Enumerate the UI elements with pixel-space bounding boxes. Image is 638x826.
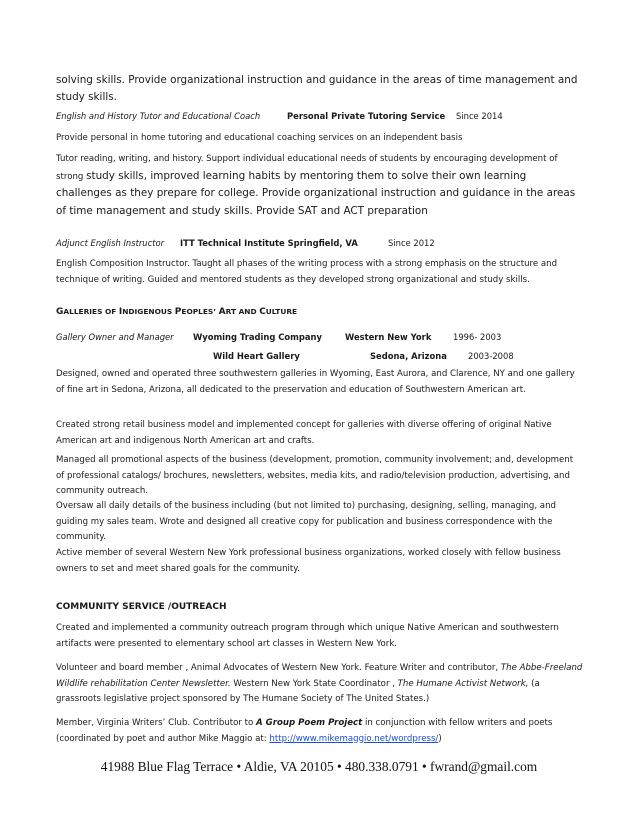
gallery-dates-2: 2003-2008	[468, 351, 514, 361]
contact-footer: 41988 Blue Flag Terrace • Aldie, VA 20105 • 480.338.0791 • fwrand@gmail.com	[100, 759, 538, 774]
community-para-2	[56, 661, 584, 708]
heading-small: ULTURE	[265, 307, 298, 316]
intro-line-1: solving skills. Provide organizational instruction and guidance in the areas of time management and	[56, 74, 578, 86]
adjunct-dates: Since 2012	[388, 238, 435, 248]
heading-cap: G	[56, 307, 64, 317]
heading-small: ALLERIES OF	[63, 307, 119, 316]
community-p2-newsletter: The Abbe-Freeland Wildlife rehabilitation Center Newsletter.	[56, 663, 583, 689]
gallery-company-2: Wild Heart Gallery	[213, 351, 300, 361]
gallery-role: Gallery Owner and Manager	[56, 332, 174, 342]
heading-cap: I	[118, 307, 123, 317]
community-p2-text-e: (a grassroots legislative project sponsored by The Humane Society of The United States.)	[56, 678, 540, 704]
community-p2-network: The Humane Activist Network,	[397, 678, 529, 689]
community-para-3	[56, 716, 584, 747]
community-para-1: Created and implemented a community outreach program through which unique Native American and southwestern artifacts were presented to elementary school art classes in Western New York.	[56, 623, 559, 649]
wordpress-link[interactable]: http://www.mikemaggio.net/wordpress/	[269, 733, 439, 744]
tutor-company: Personal Private Tutoring Service	[287, 111, 446, 121]
heading-cap: P	[174, 307, 182, 317]
community-p3-project: A Group Poem Project	[256, 718, 363, 728]
community-p3-text-d: )	[438, 733, 442, 744]
gallery-dates-1: 1996- 2003	[453, 332, 502, 342]
galleries-para-5: Active member of several Western New York professional business organizations, worked closely with fellow business owners to set and meet shared goals for the community.	[56, 548, 561, 574]
adjunct-desc: English Composition Instructor. Taught all phases of the writing process with a strong emphasis on the structure and technique of writing. Guided and mentored students as they developed strong organizational and study skills.	[56, 259, 558, 285]
galleries-para-4: Oversaw all daily details of the business including (but not limited to) purchasing, designing, selling, managing, and guiding my sales team. Wrote and designed all creative copy for publication and business correspondence with the community.	[56, 501, 556, 542]
tutor-desc-1: Provide personal in home tutoring and educational coaching services on an independent basis	[56, 133, 463, 143]
community-p3-text-c: in conjunction with fellow writers and poets (coordinated by poet and author Mike Maggio at:	[56, 718, 553, 744]
heading-cap: A	[218, 307, 226, 317]
gallery-location-2: Sedona, Arizona	[370, 351, 447, 361]
gallery-company-1: Wyoming Trading Company	[193, 332, 322, 342]
tutor-desc-2-small: Tutor reading, writing, and history. Support individual educational needs of students by encouraging development of strong	[56, 154, 558, 182]
community-heading: COMMUNITY SERVICE /OUTREACH	[56, 602, 227, 612]
community-p3-text-a: Member, Virginia Writers’ Club. Contributor to	[56, 718, 257, 728]
intro-text	[56, 72, 584, 106]
galleries-para-3: Managed all promotional aspects of the business (development, promotion, community involvement; and, development of professional catalogs/ brochures, newsletters, websites, media kits, and radio/television production, advertising, and community outreach.	[56, 455, 574, 496]
tutor-role: English and History Tutor and Educational Coach	[56, 111, 261, 121]
heading-small: NDIGENOUS	[122, 307, 175, 316]
galleries-heading	[56, 305, 297, 319]
intro-line-2: study skills.	[56, 91, 117, 103]
adjunct-company: ITT Technical Institute Springfield, VA	[180, 238, 358, 248]
heading-cap: C	[259, 307, 266, 317]
galleries-para-1: Designed, owned and operated three southwestern galleries in Wyoming, East Aurora, and Clarence, NY and one gallery of fine art in Sedona, Arizona, all dedicated to the preservation and education of Southwestern American art.	[56, 369, 575, 395]
heading-small: EOPLES’	[181, 307, 219, 316]
galleries-para-2: Created strong retail business model and implemented concept for galleries with diverse offering of original Native American art and indigenous North American art and crafts.	[56, 420, 552, 446]
tutor-desc-2-large: study skills, improved learning habits by mentoring them to solve their own learning challenges as they prepare for college. Provide organizational instruction and guidance in the areas of time management and study skills. Provide SAT and ACT preparation	[56, 169, 576, 217]
tutor-dates: Since 2014	[456, 111, 503, 121]
tutor-desc-2	[56, 151, 584, 220]
community-p2-text-a: Volunteer and board member , Animal Advocates of Western New York. Feature Writer and contributor,	[56, 663, 501, 673]
community-p2-text-c: Western New York State Coordinator ,	[230, 678, 398, 689]
heading-small: RT AND	[225, 307, 260, 316]
adjunct-role: Adjunct English Instructor	[56, 238, 165, 248]
gallery-location-1: Western New York	[345, 332, 432, 342]
